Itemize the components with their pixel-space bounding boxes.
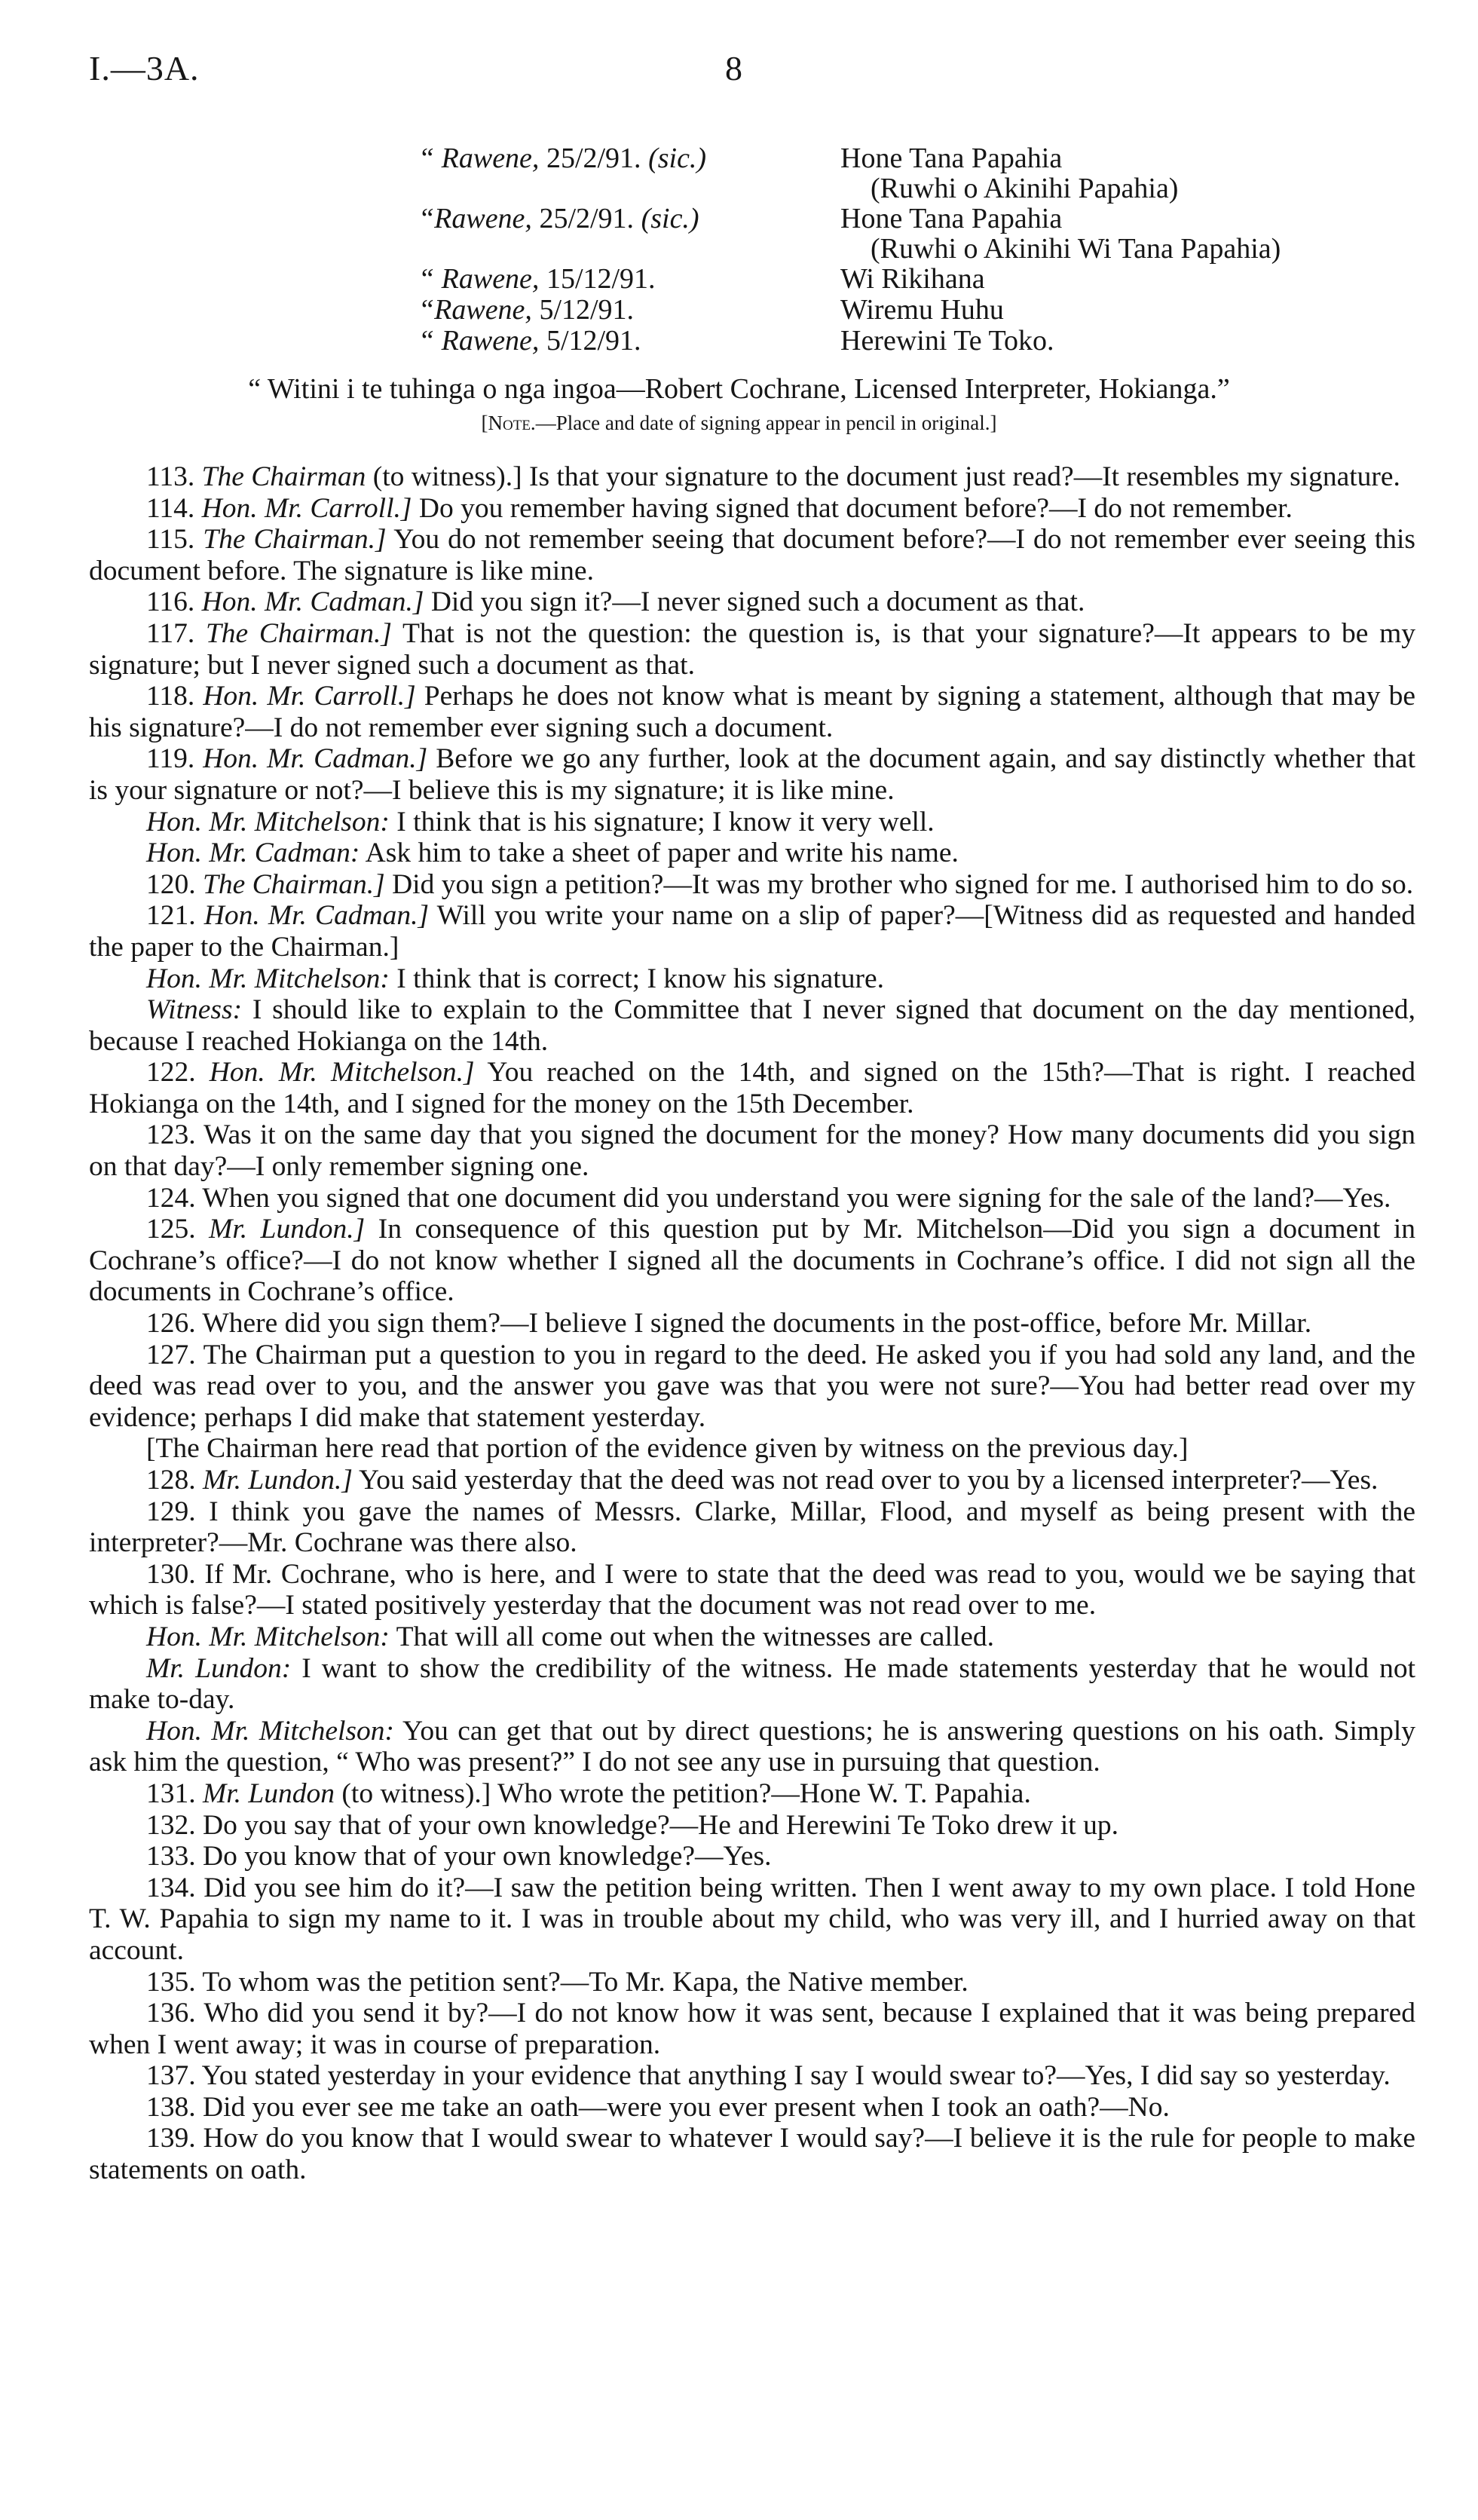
question-number: 131. <box>146 1777 196 1809</box>
speaker-name: Hon. Mr. Cadman.] <box>203 900 430 932</box>
evidence-paragraph <box>89 1433 1415 1465</box>
evidence-paragraph <box>89 1716 1415 1778</box>
evidence-paragraph <box>89 586 1415 618</box>
evidence-paragraph <box>89 837 1415 869</box>
signature-date: 25/2/91. <box>546 142 641 174</box>
signatory-name: Wiremu Huhu <box>840 294 1004 326</box>
speaker-name: Hon. Mr. Carroll.] <box>201 492 412 524</box>
paragraph-text: How do you know that I would swear to whatever I would say?—I believe it is the rule for people to make statements on oath. <box>89 2123 1416 2186</box>
speaker-name: Hon. Mr. Cadman.] <box>203 743 428 775</box>
question-number: 118. <box>146 681 195 712</box>
speaker-name: Mr. Lundon <box>203 1777 335 1809</box>
paragraph-text: In consequence of this question put by Mr. Mitchelson—Did you sign a document in Cochrane’s office?—I do not know whether I signed all the documents in Cochrane’s office. I did not sign all the documents in Cochrane’s office. <box>89 1214 1415 1308</box>
evidence-paragraph <box>89 2092 1415 2123</box>
evidence-paragraph <box>89 1465 1415 1496</box>
paragraph-text: I think that is correct; I know his signature. <box>389 963 884 994</box>
signature-place: “ Rawene, <box>418 142 540 174</box>
evidence-paragraph <box>89 1998 1415 2060</box>
signature-date: 5/12/91. <box>546 325 641 357</box>
evidence-paragraph <box>89 869 1415 901</box>
question-number: 130. <box>146 1558 196 1590</box>
question-number: 115. <box>146 524 195 556</box>
evidence-paragraph <box>89 1119 1415 1182</box>
signatory-alias: (Ruwhi o Akinihi Papahia) <box>871 173 1179 204</box>
speaker-name: Hon. Mr. Mitchelson: <box>146 1715 394 1747</box>
question-number: 127. <box>146 1339 196 1370</box>
signature-date: 5/12/91. <box>539 294 635 326</box>
paragraph-text: Before we go any further, look at the document again, and say distinctly whether that is your signature or not?—I believe this is my signature; it is like mine. <box>89 743 1415 806</box>
signatory-name: Wi Rikihana <box>840 263 985 295</box>
note-text: —Place and date of signing appear in pencil in original.] <box>535 412 997 434</box>
paragraph-text: Did you ever see me take an oath—were you ever present when I took an oath?—No. <box>203 2091 1170 2123</box>
question-number: 132. <box>146 1809 196 1841</box>
speaker-name: The Chairman <box>201 461 366 492</box>
evidence-paragraph <box>89 743 1415 806</box>
evidence-paragraph <box>89 1810 1415 1842</box>
question-number: 122. <box>146 1057 196 1089</box>
question-number: 126. <box>146 1308 196 1340</box>
signature-note: (sic.) <box>648 142 707 174</box>
question-number: 133. <box>146 1841 196 1872</box>
signatory-alias: (Ruwhi o Akinihi Wi Tana Papahia) <box>871 233 1281 265</box>
speaker-name: Witness: <box>146 994 243 1026</box>
evidence-paragraph <box>89 1308 1415 1340</box>
question-number: 135. <box>146 1966 196 1998</box>
paragraph-text: I think you gave the names of Messrs. Clarke, Millar, Flood, and myself as being present with the interpreter?—Mr. Cochrane was there also. <box>89 1496 1416 1559</box>
paragraph-text: Did you see him do it?—I saw the petition being written. Then I went away to my own place. I told Hone T. W. Papahia to sign my name to it. I was in trouble about my child, who was very ill, and I hurried away on that account. <box>89 1872 1415 1966</box>
paragraph-text: That will all come out when the witnesses are called. <box>389 1621 995 1652</box>
paragraph-text: When you signed that one document did you understand you were signing for the sale of the land?—Yes. <box>202 1182 1391 1214</box>
paragraph-text: [The Chairman here read that portion of the evidence given by witness on the previous day.] <box>146 1433 1189 1465</box>
evidence-paragraph <box>89 1967 1415 1998</box>
signature-date: 15/12/91. <box>546 263 656 295</box>
question-number: 139. <box>146 2123 196 2154</box>
speaker-name: Mr. Lundon.] <box>203 1465 353 1496</box>
signatory-name: Hone Tana Papahia <box>840 142 1063 174</box>
paragraph-text: (to witness).] Who wrote the petition?—Hone W. T. Papahia. <box>335 1777 1031 1809</box>
question-number: 116. <box>146 586 195 618</box>
paragraph-text: That is not the question: the question is, is that your signature?—It appears to be my signature; but I never signed such a document as that. <box>89 617 1416 681</box>
evidence-paragraph <box>89 461 1415 493</box>
question-number: 114. <box>146 492 195 524</box>
paragraph-text: Do you know that of your own knowledge?—Yes. <box>203 1841 772 1872</box>
evidence-paragraph <box>89 1778 1415 1810</box>
evidence-paragraph <box>89 2060 1415 2092</box>
paragraph-text: If Mr. Cochrane, who is here, and I were to state that the deed was read to you, would we be saying that which is false?—I stated positively yesterday that the document was not read over to me. <box>89 1558 1416 1621</box>
speaker-name: The Chairman.] <box>203 868 385 900</box>
evidence-paragraph <box>89 1621 1415 1653</box>
question-number: 134. <box>146 1872 196 1903</box>
signatory-name: Hone Tana Papahia <box>840 203 1063 234</box>
evidence-paragraph <box>89 1841 1415 1872</box>
question-number: 119. <box>146 743 195 775</box>
question-number: 136. <box>146 1998 196 2029</box>
paragraph-text: Do you say that of your own knowledge?—He and Herewini Te Toko drew it up. <box>203 1809 1118 1841</box>
question-number: 113. <box>146 461 195 492</box>
evidence-paragraph <box>89 1340 1415 1434</box>
question-number: 121. <box>146 900 196 932</box>
page-number: 8 <box>725 49 743 87</box>
evidence-paragraph <box>89 1057 1415 1119</box>
paragraph-text: I want to show the credibility of the witness. He made statements yesterday that he would not make to-day. <box>89 1652 1415 1716</box>
speaker-name: Hon. Mr. Carroll.] <box>203 681 416 712</box>
paragraph-text: The Chairman put a question to you in regard to the deed. He asked you if you had sold any land, and the deed was read over to you, and the answer you gave was that you were not sure?—You had better read over my evidence; perhaps I did make that statement yesterday. <box>89 1339 1415 1433</box>
evidence-paragraph <box>89 994 1415 1057</box>
paragraph-text: You said yesterday that the deed was not read over to you by a licensed interpreter?—Yes. <box>353 1465 1379 1496</box>
paragraph-text: Who did you send it by?—I do not know how it was sent, because I explained that it was being prepared when I went away; it was in course of preparation. <box>89 1998 1415 2060</box>
speaker-name: The Chairman.] <box>203 524 387 556</box>
speaker-name: Hon. Mr. Mitchelson: <box>146 1621 390 1652</box>
paragraph-text: Did you sign it?—I never signed such a document as that. <box>424 586 1085 618</box>
speaker-name: Mr. Lundon: <box>146 1652 292 1684</box>
paragraph-text: You do not remember seeing that document before?—I do not remember ever seeing this document before. The signature is like mine. <box>89 524 1416 586</box>
evidence-paragraph <box>89 1214 1415 1308</box>
speaker-name: Hon. Mr. Cadman.] <box>201 586 424 618</box>
evidence-paragraph <box>89 681 1415 743</box>
speaker-name: The Chairman.] <box>205 617 392 649</box>
paragraph-text: Ask him to take a sheet of paper and write his name. <box>360 837 959 869</box>
paragraph-text: Do you remember having signed that document before?—I do not remember. <box>412 492 1293 524</box>
document-reference: I.—3A. <box>89 49 200 87</box>
evidence-paragraph <box>89 1653 1415 1716</box>
evidence-paragraph <box>89 618 1415 681</box>
signature-note: (sic.) <box>641 203 699 234</box>
evidence-paragraph <box>89 524 1415 586</box>
evidence-paragraph <box>89 900 1415 963</box>
question-number: 137. <box>146 2060 196 2092</box>
signature-place: “Rawene, <box>418 294 532 326</box>
question-number: 123. <box>146 1119 196 1151</box>
speaker-name: Hon. Mr. Cadman: <box>146 837 360 869</box>
witness-line: “ Witini i te tuhinga o nga ingoa—Robert Cochrane, Licensed Interpreter, Hokianga.” <box>248 373 1230 405</box>
evidence-paragraph <box>89 807 1415 838</box>
question-number: 124. <box>146 1182 196 1214</box>
note-label: Note. <box>488 412 536 434</box>
paragraph-text: Where did you sign them?—I believe I signed the documents in the post-office, before Mr. Millar. <box>202 1308 1312 1340</box>
question-number: 120. <box>146 868 196 900</box>
speaker-name: Hon. Mr. Mitchelson: <box>146 806 390 837</box>
paragraph-text: You stated yesterday in your evidence that anything I say I would swear to?—Yes, I did say so yesterday. <box>201 2060 1391 2092</box>
paragraph-text: Was it on the same day that you signed the document for the money? How many documents did you sign on that day?—I only remember signing one. <box>89 1119 1415 1183</box>
paragraph-text: I should like to explain to the Committee that I never signed that document on the day mentioned, because I reached Hokianga on the 14th. <box>89 994 1415 1057</box>
question-number: 125. <box>146 1214 196 1245</box>
paragraph-text: You reached on the 14th, and signed on the 15th?—That is right. I reached Hokianga on the 14th, and I signed for the money on the 15th December. <box>89 1057 1415 1119</box>
question-number: 128. <box>146 1465 196 1496</box>
signature-place: “ Rawene, <box>418 325 540 357</box>
evidence-paragraph <box>89 963 1415 995</box>
signature-date: 25/2/91. <box>539 203 635 234</box>
evidence-paragraph <box>89 1872 1415 1967</box>
paragraph-text: (to witness).] Is that your signature to the document just read?—It resembles my signature. <box>366 461 1400 492</box>
evidence-paragraph <box>89 1496 1415 1559</box>
editorial-note: [Note.—Place and date of signing appear in pencil in original.] <box>481 412 997 434</box>
evidence-paragraph <box>89 1183 1415 1214</box>
question-number: 117. <box>146 617 195 649</box>
paragraph-text: Did you sign a petition?—It was my brother who signed for me. I authorised him to do so. <box>384 868 1414 900</box>
speaker-name: Mr. Lundon.] <box>209 1214 366 1245</box>
minutes-of-evidence <box>89 461 1415 2186</box>
evidence-paragraph <box>89 2123 1415 2185</box>
speaker-name: Hon. Mr. Mitchelson: <box>146 963 390 994</box>
paragraph-text: I think that is his signature; I know it very well. <box>389 806 935 837</box>
signature-place: “ Rawene, <box>418 263 540 295</box>
question-number: 138. <box>146 2091 196 2123</box>
speaker-name: Hon. Mr. Mitchelson.] <box>209 1057 475 1089</box>
paragraph-text: To whom was the petition sent?—To Mr. Kapa, the Native member. <box>202 1966 969 1998</box>
paragraph-text: You can get that out by direct questions; he is answering questions on his oath. Simply ask him the question, “ Who was present?” I do not see any use in pursuing that question. <box>89 1715 1415 1778</box>
evidence-paragraph <box>89 493 1415 525</box>
paragraph-text: Will you write your name on a slip of paper?—[Witness did as requested and handed the paper to the Chairman.] <box>89 900 1415 963</box>
signatory-name: Herewini Te Toko. <box>840 325 1054 357</box>
paragraph-text: Perhaps he does not know what is meant by signing a statement, although that may be his signature?—I do not remember ever signing such a document. <box>89 681 1416 743</box>
question-number: 129. <box>146 1496 196 1527</box>
signature-place: “Rawene, <box>418 203 532 234</box>
evidence-paragraph <box>89 1559 1415 1621</box>
